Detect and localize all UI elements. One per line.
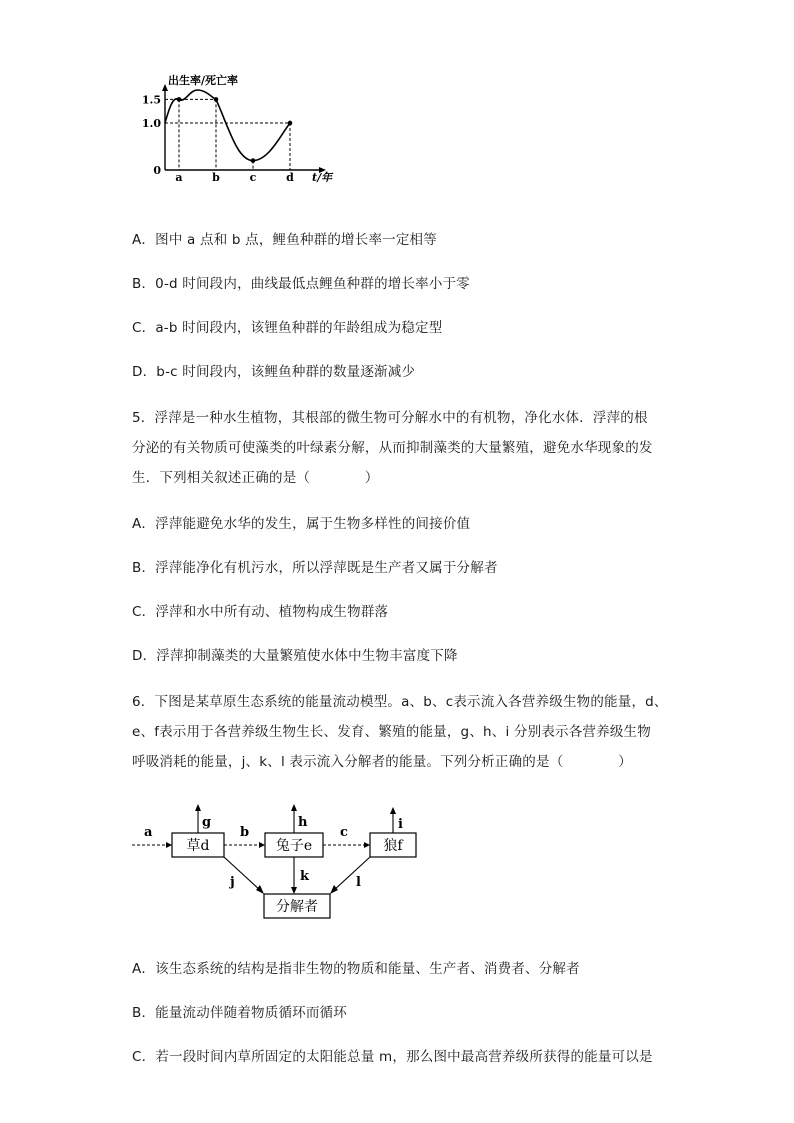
label-c: c [340, 825, 348, 840]
q5-option-b: B．浮萍能净化有机污水，所以浮萍既是生产者又属于分解者 [132, 560, 498, 576]
q6-option-b: B．能量流动伴随着物质循环而循环 [132, 1005, 347, 1021]
q6-stem-line2: e、f表示用于各营养级生物生长、发育、繁殖的能量，g、h、i 分别表示各营养级生物 [132, 724, 651, 740]
q4-option-a: A．图中 a 点和 b 点，鲤鱼种群的增长率一定相等 [132, 232, 437, 248]
birth-death-rate-chart [140, 70, 380, 190]
label-g: g [202, 815, 212, 830]
arrow-a-head [166, 842, 172, 848]
y-tick-label: 1.5 [141, 93, 161, 107]
point-b [214, 97, 219, 102]
arrow-j-head [256, 885, 264, 894]
label-a: a [144, 825, 153, 840]
x-tick-c: c [249, 171, 257, 184]
y-tick-label: 0 [153, 164, 161, 177]
label-l: l [356, 875, 361, 890]
energy-flow-diagram [130, 800, 430, 925]
x-tick-b: b [212, 171, 220, 184]
rabbit-label: 兔子e [275, 838, 313, 854]
q6-stem-line3: 呼吸消耗的能量，j、k、l 表示流入分解者的能量。下列分析正确的是（ ） [132, 754, 632, 770]
point-d [288, 121, 293, 126]
q4-option-d: D．b-c 时间段内，该鲤鱼种群的数量逐渐减少 [132, 364, 416, 380]
wolf-label: 狼f [383, 838, 403, 854]
label-i: i [398, 817, 403, 832]
q6-stem-line1: 6．下图是某草原生态系统的能量流动模型。a、b、c表示流入各营养级生物的能量，d、 [132, 694, 668, 710]
arrow-b-head [259, 842, 265, 848]
q5-stem-line1: 5．浮萍是一种水生植物，其根部的微生物可分解水中的有机物，净化水体．浮萍的根 [132, 410, 648, 426]
q5-option-d: D．浮萍抑制藻类的大量繁殖使水体中生物丰富度下降 [132, 648, 458, 664]
q5-stem-line2: 分泌的有关物质可使藻类的叶绿素分解，从而抑制藻类的大量繁殖，避免水华现象的发 [132, 440, 653, 456]
label-j: j [230, 875, 235, 890]
q5-option-c: C．浮萍和水中所有动、植物构成生物群落 [132, 604, 389, 620]
arrow-h-head [291, 804, 297, 811]
arrow-g-head [195, 804, 201, 811]
arrow-k-head [291, 887, 297, 894]
y-tick-label: 1.0 [141, 116, 161, 130]
x-tick-a: a [175, 171, 183, 184]
q6-option-c: C．若一段时间内草所固定的太阳能总量 m，那么图中最高营养级所获得的能量可以是 [132, 1049, 653, 1065]
q4-option-b: B．0-d 时间段内，曲线最低点鲤鱼种群的增长率小于零 [132, 276, 470, 292]
rate-curve [165, 90, 290, 161]
arrow-i-head [390, 807, 396, 814]
arrow-l-head [330, 885, 338, 894]
q4-option-c: C．a-b 时间段内，该锂鱼种群的年龄组成为稳定型 [132, 320, 443, 336]
label-b: b [240, 825, 250, 840]
point-a [177, 97, 182, 102]
x-axis-label: t/年 [312, 171, 333, 184]
arrow-c-head [364, 842, 370, 848]
label-k: k [300, 869, 310, 884]
q5-stem-line3: 生．下列相关叙述正确的是（ ） [132, 470, 379, 486]
grass-label: 草d [186, 838, 210, 854]
y-axis-label: 出生率/死亡率 [168, 74, 239, 87]
q5-option-a: A．浮萍能避免水华的发生，属于生物多样性的间接价值 [132, 516, 471, 532]
decomposer-label: 分解者 [276, 899, 318, 915]
q6-option-a: A．该生态系统的结构是指非生物的物质和能量、生产者、消费者、分解者 [132, 961, 580, 977]
point-c [251, 158, 256, 163]
x-tick-d: d [286, 171, 294, 184]
arrow-l [333, 857, 370, 891]
label-h: h [298, 815, 308, 830]
